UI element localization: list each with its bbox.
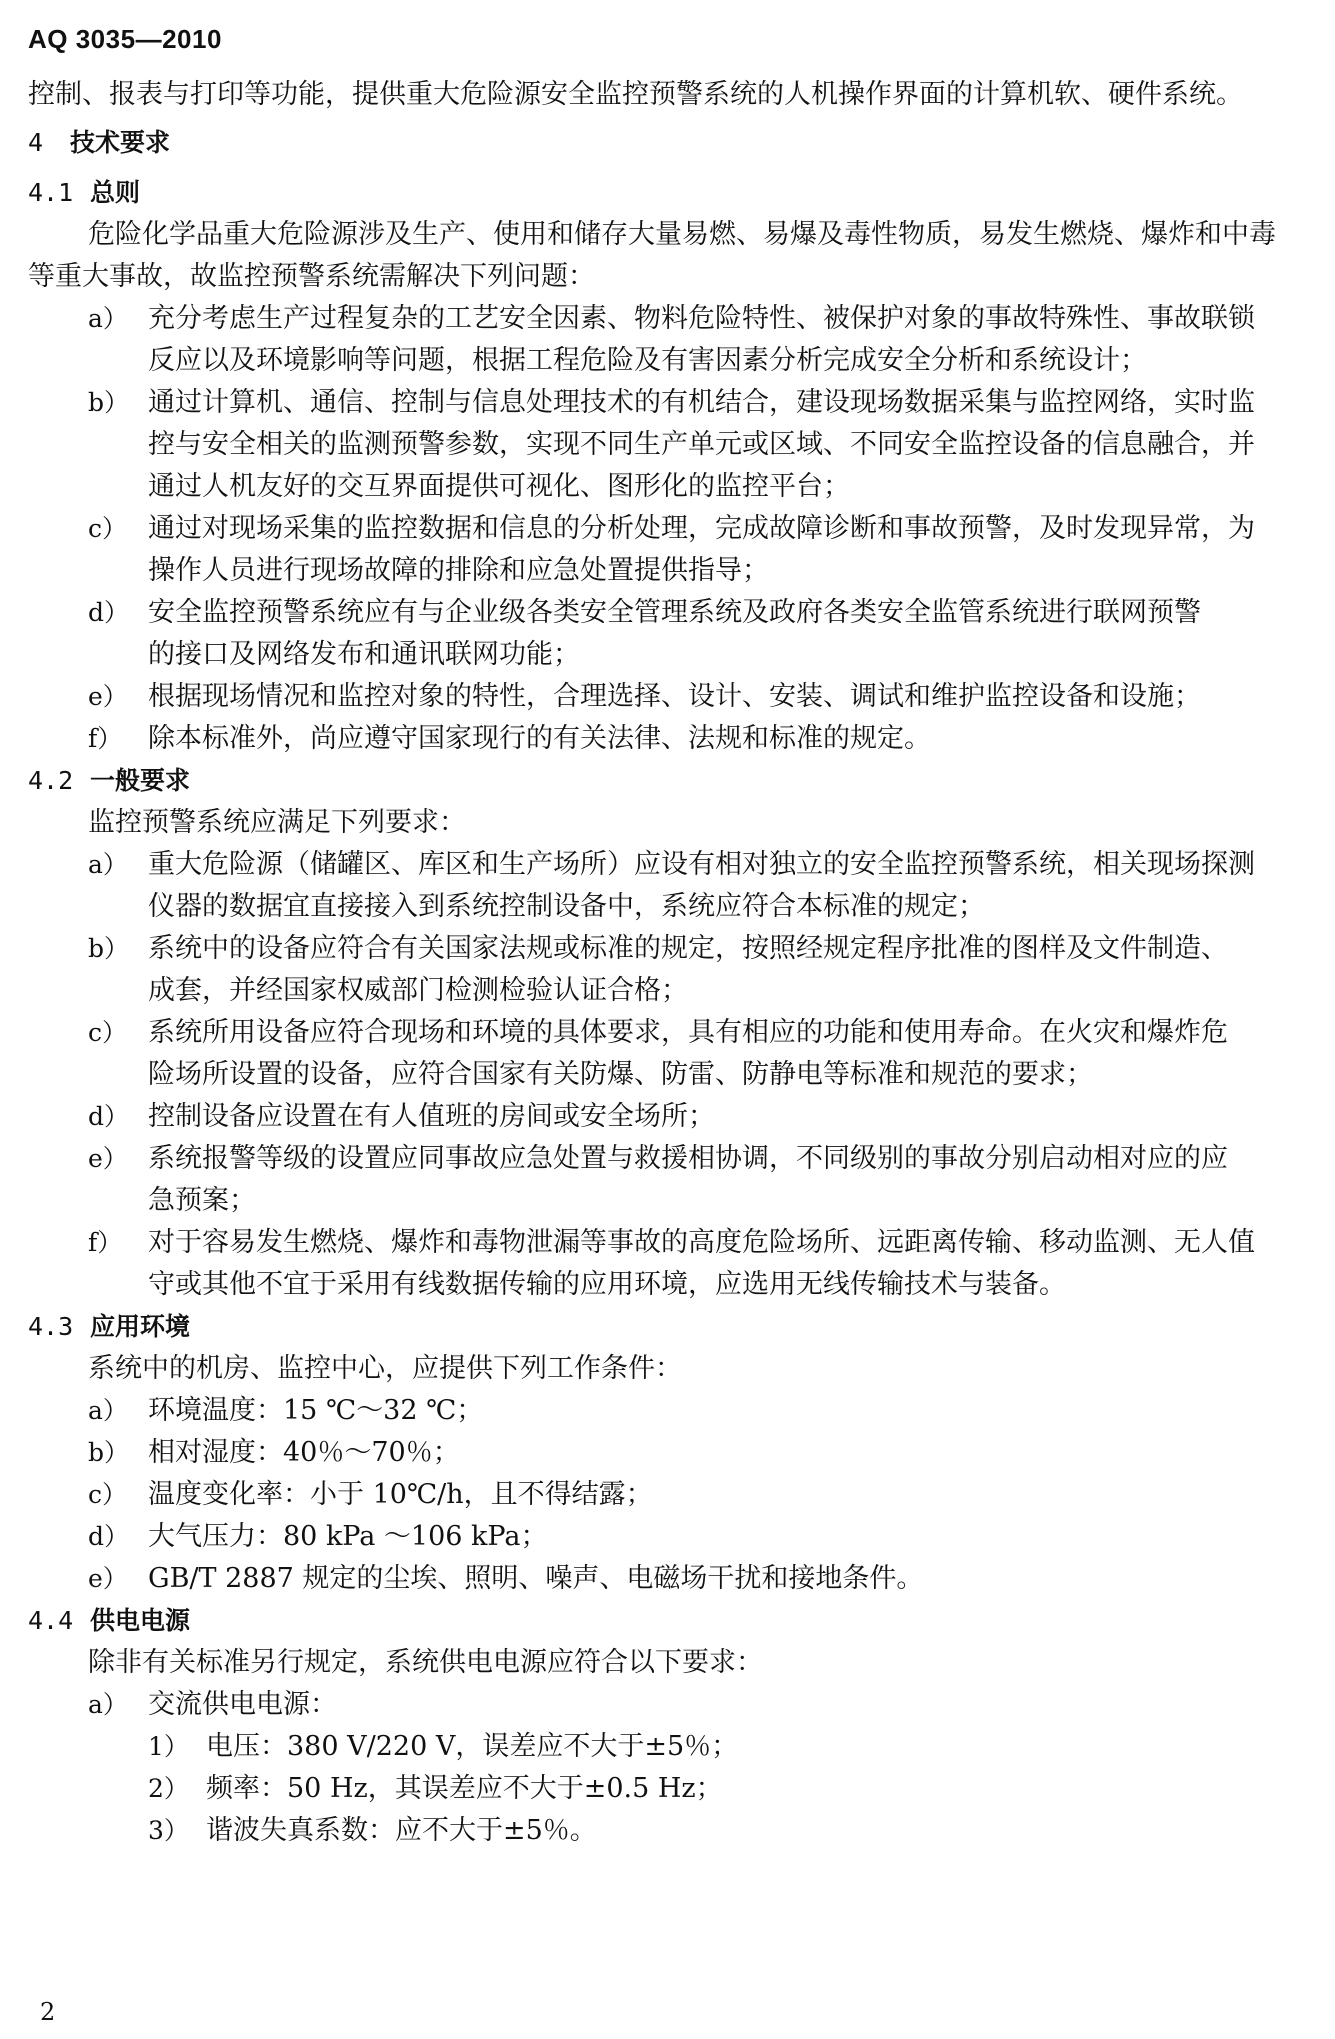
- sublist-marker: 2）: [148, 1774, 189, 1803]
- section-title: 技术要求: [70, 128, 171, 157]
- paragraph-line: 等重大事故，故监控预警系统需解决下列问题：: [28, 261, 595, 292]
- list-marker: c）: [88, 1480, 128, 1509]
- list-marker: a）: [88, 850, 128, 879]
- list-marker: a）: [88, 1690, 128, 1719]
- page-number: 2: [40, 1998, 56, 2026]
- list-item-text: 除本标准外，尚应遵守国家现行的有关法律、法规和标准的规定。: [148, 723, 931, 754]
- list-item-text: 充分考虑生产过程复杂的工艺安全因素、物料危险特性、被保护对象的事故特殊性、事故联锁: [148, 303, 1255, 334]
- list-item-text: 温度变化率：小于 10℃/h，且不得结露；: [148, 1479, 653, 1510]
- section-number: 4.4: [28, 1606, 74, 1635]
- list-item-text: 安全监控预警系统应有与企业级各类安全管理系统及政府各类安全监管系统进行联网预警: [148, 597, 1201, 628]
- paragraph-line: 除非有关标准另行规定，系统供电电源应符合以下要求：: [88, 1647, 763, 1678]
- list-item-text: 通过计算机、通信、控制与信息处理技术的有机结合，建设现场数据采集与监控网络，实时监: [148, 387, 1255, 418]
- list-item-text: 险场所设置的设备，应符合国家有关防爆、防雷、防静电等标准和规范的要求；: [148, 1059, 1093, 1090]
- list-item-text: 急预案；: [148, 1185, 256, 1216]
- section-title: 总则: [90, 178, 141, 207]
- list-item-text: 重大危险源（储罐区、库区和生产场所）应设有相对独立的安全监控预警系统，相关现场探测: [148, 849, 1255, 880]
- list-marker: f）: [88, 1228, 123, 1257]
- list-marker: c）: [88, 514, 128, 543]
- list-marker: c）: [88, 1018, 128, 1047]
- section-number: 4: [28, 128, 44, 157]
- section-heading-4: [28, 122, 170, 164]
- list-item-text: 反应以及环境影响等问题，根据工程危险及有害因素分析完成安全分析和系统设计；: [148, 345, 1147, 376]
- list-marker: b）: [88, 934, 130, 963]
- list-item-text: 控制设备应设置在有人值班的房间或安全场所；: [148, 1101, 715, 1132]
- sublist-item-text: 电压：380 V/220 V，误差应不大于±5％；: [206, 1731, 739, 1762]
- list-item-text: 对于容易发生燃烧、爆炸和毒物泄漏等事故的高度危险场所、远距离传输、移动监测、无人值: [148, 1227, 1255, 1258]
- sublist-item-text: 谐波失真系数：应不大于±5％。: [206, 1815, 597, 1846]
- section-number: 4.2: [28, 766, 74, 795]
- list-item-text: 成套，并经国家权威部门检测检验认证合格；: [148, 975, 688, 1006]
- list-item-text: GB/T 2887 规定的尘埃、照明、噪声、电磁场干扰和接地条件。: [148, 1563, 924, 1594]
- list-item-text: 通过人机友好的交互界面提供可视化、图形化的监控平台；: [148, 471, 850, 502]
- list-item-text: 大气压力：80 kPa ～106 kPa；: [148, 1521, 548, 1552]
- list-marker: a）: [88, 1396, 128, 1425]
- list-marker: b）: [88, 388, 130, 417]
- sublist-item-text: 频率：50 Hz，其误差应不大于±0.5 Hz；: [206, 1773, 723, 1804]
- list-marker: e）: [88, 1144, 128, 1173]
- list-item-text: 的接口及网络发布和通讯联网功能；: [148, 639, 580, 670]
- sublist-marker: 3）: [148, 1816, 189, 1845]
- list-item-text: 系统报警等级的设置应同事故应急处置与救援相协调，不同级别的事故分别启动相对应的应: [148, 1143, 1228, 1174]
- list-item-text: 根据现场情况和监控对象的特性，合理选择、设计、安装、调试和维护监控设备和设施；: [148, 681, 1201, 712]
- list-item-text: 操作人员进行现场故障的排除和应急处置提供指导；: [148, 555, 769, 586]
- section-title: 应用环境: [90, 1312, 191, 1341]
- list-item-text: 环境温度：15 ℃～32 ℃；: [148, 1395, 484, 1426]
- section-heading-4-2: [28, 760, 190, 802]
- list-marker: d）: [88, 1102, 130, 1131]
- section-number: 4.3: [28, 1312, 74, 1341]
- section-number: 4.1: [28, 178, 74, 207]
- list-item-text: 守或其他不宜于采用有线数据传输的应用环境，应选用无线传输技术与装备。: [148, 1269, 1066, 1300]
- list-marker: e）: [88, 682, 128, 711]
- paragraph-line: 危险化学品重大危险源涉及生产、使用和储存大量易燃、易爆及毒性物质，易发生燃烧、爆炸和中毒: [88, 219, 1276, 250]
- document-code-header: AQ 3035—2010: [28, 24, 222, 54]
- section-heading-4-1: [28, 172, 140, 214]
- list-item-text: 交流供电电源：: [148, 1689, 337, 1720]
- section-heading-4-4: [28, 1600, 190, 1642]
- section-heading-4-3: [28, 1306, 190, 1348]
- list-item-text: 系统中的设备应符合有关国家法规或标准的规定，按照经规定程序批准的图样及文件制造、: [148, 933, 1228, 964]
- list-item-text: 通过对现场采集的监控数据和信息的分析处理，完成故障诊断和事故预警，及时发现异常，为: [148, 513, 1255, 544]
- sublist-marker: 1）: [148, 1732, 189, 1761]
- paragraph-line: 系统中的机房、监控中心，应提供下列工作条件：: [88, 1353, 682, 1384]
- list-marker: d）: [88, 1522, 130, 1551]
- list-marker: e）: [88, 1564, 128, 1593]
- list-item-text: 控与安全相关的监测预警参数，实现不同生产单元或区域、不同安全监控设备的信息融合，并: [148, 429, 1255, 460]
- list-marker: f）: [88, 724, 123, 753]
- section-title: 供电电源: [90, 1606, 191, 1635]
- list-marker: b）: [88, 1438, 130, 1467]
- list-item-text: 仪器的数据宜直接接入到系统控制设备中，系统应符合本标准的规定；: [148, 891, 985, 922]
- list-marker: a）: [88, 304, 128, 333]
- paragraph-line: 监控预警系统应满足下列要求：: [88, 807, 466, 838]
- list-item-text: 相对湿度：40％～70％；: [148, 1437, 460, 1468]
- paragraph-line: 控制、报表与打印等功能，提供重大危险源安全监控预警系统的人机操作界面的计算机软、硬件系统。: [28, 79, 1243, 110]
- list-item-text: 系统所用设备应符合现场和环境的具体要求，具有相应的功能和使用寿命。在火灾和爆炸危: [148, 1017, 1228, 1048]
- section-title: 一般要求: [90, 766, 191, 795]
- list-marker: d）: [88, 598, 130, 627]
